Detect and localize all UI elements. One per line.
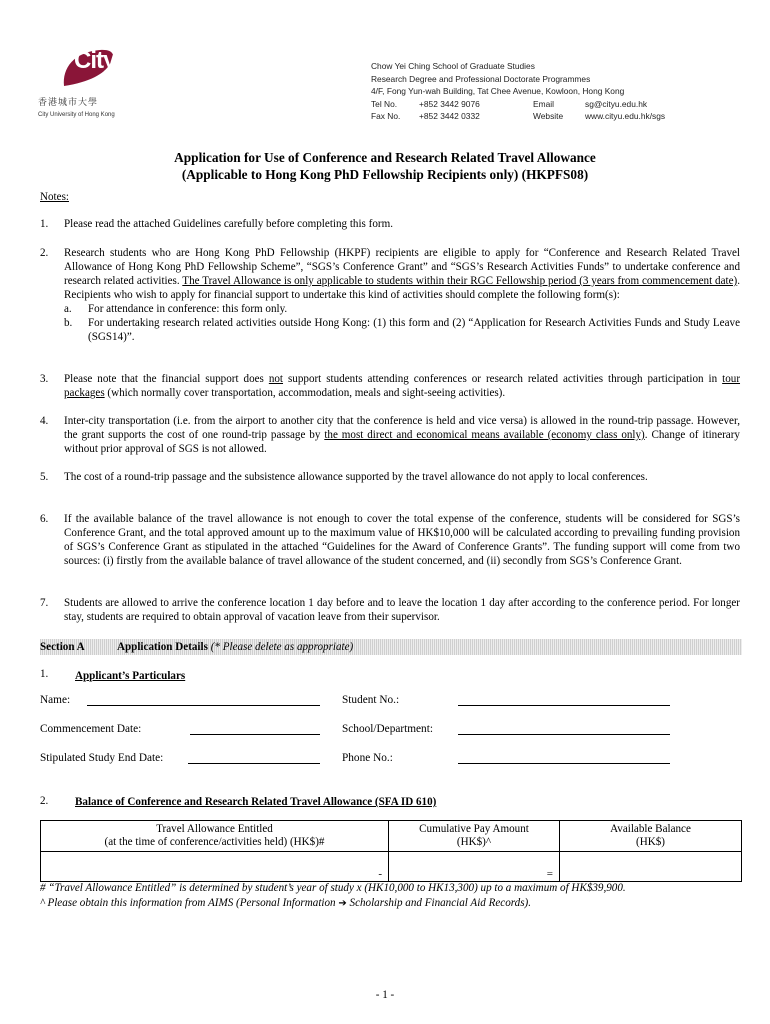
fax-value: +852 3442 0332 bbox=[419, 111, 480, 122]
note-text-part: . Recipients who wish to apply for financial support to undertake this kind of activities should complete the following form(s): bbox=[64, 275, 740, 301]
page-number: - 1 - bbox=[375, 989, 395, 1001]
sub-item-label: b. bbox=[64, 317, 73, 329]
table-header-row bbox=[41, 821, 742, 852]
note-number: 6. bbox=[40, 513, 49, 525]
form-title: Application for Use of Conference and Research Related Travel Allowance bbox=[174, 150, 596, 165]
tel-value: +852 3442 9076 bbox=[419, 98, 480, 109]
section-a-header bbox=[40, 639, 742, 655]
cityu-logo bbox=[38, 46, 148, 126]
sub-item-label: a. bbox=[64, 303, 72, 315]
column-subheader: (HK$) bbox=[636, 836, 665, 848]
note-text-part: (which normally cover transportation, accommodation, meals and sight-seeing activities). bbox=[104, 387, 506, 399]
phone-no-label: Phone No.: bbox=[342, 752, 393, 764]
section-hint: (* Please delete as appropriate) bbox=[207, 641, 354, 653]
contact-row-fax bbox=[371, 110, 691, 123]
section-title-text: Application Details bbox=[117, 641, 208, 653]
note-text: The cost of a round-trip passage and the subsistence allowance supported by the travel allowance do not apply to local conferences. bbox=[64, 471, 648, 483]
allowance-balance-heading: Balance of Conference and Research Related Travel Allowance (SFA ID 610) bbox=[75, 796, 437, 808]
table-input-row bbox=[41, 852, 742, 882]
available-balance-cell[interactable] bbox=[560, 852, 742, 882]
note-text: Please read the attached Guidelines carefully before completing this form. bbox=[64, 218, 393, 230]
notes-heading: Notes: bbox=[40, 191, 69, 203]
sub-item-text: For undertaking research related activities outside Hong Kong: (1) this form and (2) “Application for Research Activities Funds and Study Leave (SGS14)”. bbox=[88, 317, 740, 343]
name-label: Name: bbox=[40, 694, 71, 706]
commencement-date-field[interactable] bbox=[190, 734, 320, 735]
note-text bbox=[64, 246, 740, 344]
address: 4/F, Fong Yun-wah Building, Tat Chee Avenue, Kowloon, Hong Kong bbox=[371, 86, 625, 97]
item-2-number: 2. bbox=[40, 795, 49, 807]
note-underlined-text: The Travel Allowance is only applicable to students within their RGC Fellowship period (3 years from commencement date) bbox=[182, 275, 738, 287]
column-header: Travel Allowance Entitled bbox=[156, 823, 273, 835]
website-label: Website bbox=[533, 111, 564, 122]
note-text-part: Research students who are Hong Kong PhD Fellowship (HKPF) recipients are eligible to apply for “Conference and Research Related Travel Allowance of Hong Kong PhD Fellowship Scheme”, “SGS’s Conference Grant” and “SGS’s Research Activities Funds” to undertake conference and research related activities. bbox=[64, 247, 740, 287]
note-text-part: support students attending conferences or research related activities through participation in bbox=[283, 373, 723, 385]
note-text bbox=[64, 372, 740, 400]
study-end-date-field[interactable] bbox=[188, 763, 320, 764]
column-header: Available Balance bbox=[610, 823, 691, 835]
note-underlined-text: not bbox=[268, 373, 284, 385]
arrow-right-icon: ➔ bbox=[338, 898, 347, 909]
footnote-text-part: Scholarship and Financial Aid Records). bbox=[346, 897, 532, 909]
equals-operator: = bbox=[546, 868, 553, 880]
note-underlined-text: the most direct and economical means available (economy class only) bbox=[324, 429, 645, 441]
tel-label: Tel No. bbox=[371, 98, 398, 109]
school-department-field[interactable] bbox=[458, 734, 670, 735]
note-number: 2. bbox=[40, 247, 49, 259]
note-sub-item-a bbox=[64, 302, 740, 316]
website-value[interactable]: www.cityu.edu.hk/sgs bbox=[585, 111, 666, 122]
note-number: 4. bbox=[40, 415, 49, 427]
logo-english-name: City University of Hong Kong bbox=[38, 112, 115, 118]
section-label: Section A bbox=[40, 641, 85, 653]
note-text-part: Please note that the financial support does bbox=[64, 373, 269, 385]
item-1-number: 1. bbox=[40, 668, 49, 680]
note-number: 7. bbox=[40, 597, 49, 609]
column-subheader: (HK$)^ bbox=[456, 836, 492, 848]
email-value[interactable]: sg@cityu.edu.hk bbox=[585, 98, 648, 109]
note-text-part: Inter-city transportation (i.e. from the airport to another city that the conference is held and vice versa) is allowed in the round-trip passage. However, the grant supports the cost of one round-trip passage by bbox=[64, 415, 740, 441]
office-name: Research Degree and Professional Doctorate Programmes bbox=[371, 73, 591, 84]
fax-label: Fax No. bbox=[371, 111, 401, 122]
section-title bbox=[117, 640, 353, 654]
note-text bbox=[64, 414, 740, 456]
study-end-date-label: Stipulated Study End Date: bbox=[40, 752, 164, 764]
note-number: 5. bbox=[40, 471, 49, 483]
commencement-date-label: Commencement Date: bbox=[40, 723, 142, 735]
column-subheader: (at the time of conference/activities held) (HK$)# bbox=[104, 836, 325, 848]
note-underlined-text: tour packages bbox=[64, 373, 741, 399]
footnote-text-part: ^ Please obtain this information from AIMS (Personal Information bbox=[40, 897, 339, 909]
col-cumulative-pay-amount bbox=[389, 821, 560, 852]
footnote-hash: # “Travel Allowance Entitled” is determined by student’s year of study x (HK10,000 to HK13,300) up to a maximum of HK$39,900. bbox=[40, 882, 626, 894]
applicant-particulars-heading: Applicant’s Particulars bbox=[75, 670, 186, 682]
note-sub-item-b bbox=[64, 316, 740, 344]
minus-operator: - bbox=[378, 868, 382, 880]
name-field[interactable] bbox=[87, 705, 320, 706]
col-travel-allowance-entitled bbox=[41, 821, 389, 852]
note-number: 1. bbox=[40, 218, 49, 230]
school-department-label: School/Department: bbox=[342, 723, 433, 735]
logo-wordmark: CityU bbox=[74, 47, 132, 74]
contact-row-tel bbox=[371, 98, 691, 111]
logo-chinese-name: 香港城市大學 bbox=[38, 98, 99, 108]
travel-allowance-entitled-cell[interactable] bbox=[41, 852, 389, 882]
student-no-field[interactable] bbox=[458, 705, 670, 706]
sub-item-text: For attendance in conference: this form only. bbox=[88, 303, 288, 315]
note-text-part: . Change of itinerary without prior approval of SGS is not allowed. bbox=[64, 429, 740, 455]
email-label: Email bbox=[533, 98, 554, 109]
note-text: Students are allowed to arrive the conference location 1 day before and to leave the location 1 day after according to the conference period. For longer stay, students are required to obtain approval of vacation leave from their supervisor. bbox=[64, 597, 740, 623]
school-name: Chow Yei Ching School of Graduate Studies bbox=[371, 61, 535, 71]
column-header: Cumulative Pay Amount bbox=[419, 823, 529, 835]
cumulative-pay-amount-cell[interactable] bbox=[389, 852, 560, 882]
note-text: If the available balance of the travel allowance is not enough to cover the total expense of the conference, students will be considered for SGS’s Conference Grant, and the total approved amount up to the maximum value of HK$10,000 will be calculated according to prevailing funding provision of SGS’s Conference Grant as stipulated in the attached “Guidelines for the Award of Conference Grants”. The funding support will come from two sources: (i) firstly from the available balance of travel allowance of the student concerned, and (ii) secondly from SGS’s Conference Grant. bbox=[64, 513, 740, 567]
footnote-caret bbox=[40, 896, 750, 911]
form-subtitle: (Applicable to Hong Kong PhD Fellowship Recipients only) (HKPFS08) bbox=[181, 167, 589, 182]
phone-no-field[interactable] bbox=[458, 763, 670, 764]
contact-block bbox=[371, 60, 691, 123]
col-available-balance bbox=[560, 821, 742, 852]
student-no-label: Student No.: bbox=[342, 694, 400, 706]
note-number: 3. bbox=[40, 373, 49, 385]
allowance-balance-table bbox=[40, 820, 742, 882]
